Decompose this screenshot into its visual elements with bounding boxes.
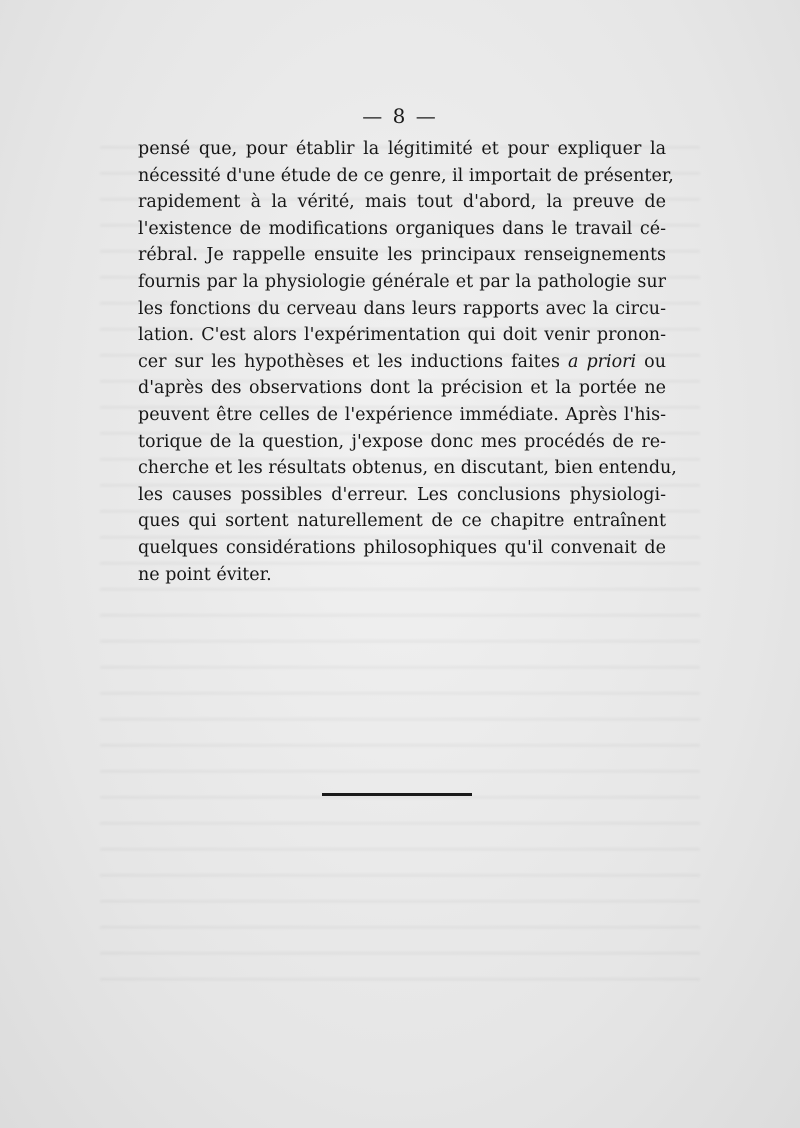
text-line: rapidement à la vérité, mais tout d'abord, la preuve de (138, 192, 666, 213)
text-line: les causes possibles d'erreur. Les conclusions physiologi- (138, 484, 666, 505)
text-line: cer sur les hypothèses et les inductions faites a priori ou (138, 351, 666, 372)
italic-term: a priori (568, 351, 637, 372)
page-number: — 8 — (362, 104, 438, 128)
text-line: fournis par la physiologie générale et par la pathologie sur (138, 271, 666, 292)
text-line: cherche et les résultats obtenus, en discutant, bien entendu, (138, 458, 677, 479)
text-line: peuvent être celles de l'expérience immédiate. Après l'his- (138, 404, 666, 425)
section-rule (322, 793, 472, 796)
text-line: rébral. Je rappelle ensuite les principaux renseignements (138, 245, 666, 266)
text-line: torique de la question, j'expose donc mes procédés de re- (138, 431, 666, 452)
text-line: ques qui sortent naturellement de ce chapitre entraînent (138, 511, 666, 532)
text-line: les fonctions du cerveau dans leurs rapports avec la circu- (138, 298, 666, 319)
text-line: ne point éviter. (138, 564, 272, 585)
text-line: d'après des observations dont la précision et la portée ne (138, 378, 666, 399)
text-line: nécessité d'une étude de ce genre, il importait de présenter, (138, 165, 674, 186)
body-text (138, 136, 677, 588)
text-line: l'existence de modifications organiques dans le travail cé- (138, 218, 666, 239)
text-line: lation. C'est alors l'expérimentation qui doit venir pronon- (138, 325, 666, 346)
text-line: pensé que, pour établir la légitimité et pour expliquer la (138, 139, 666, 159)
text-line: quelques considérations philosophiques qu'il convenait de (138, 537, 666, 558)
